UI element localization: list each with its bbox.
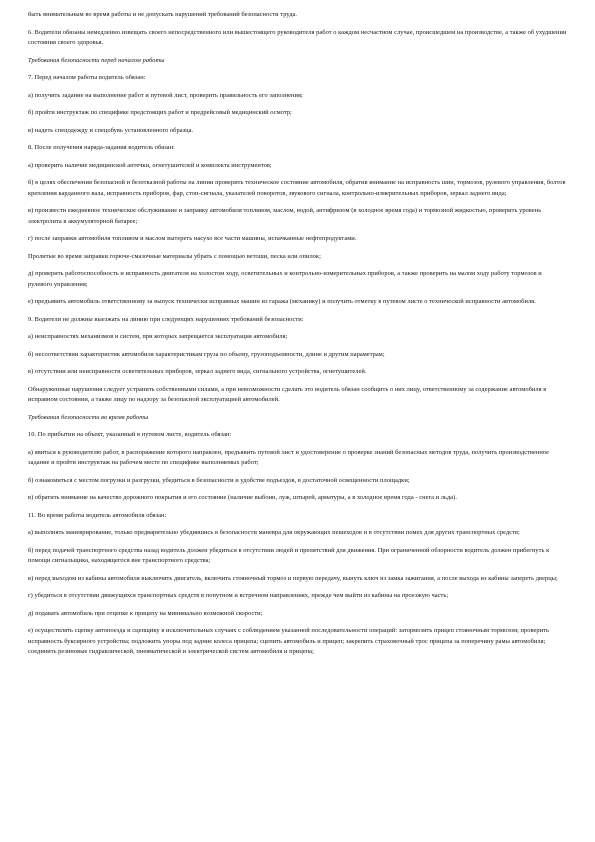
paragraph-11f: е) осуществлять сцепку автопоезда и сцепщику в исключительных случаях с соблюдением указанной последовательности операций: затормозить прицеп стояночным тормозом; проверить исправность буксирного устройства; подложить упоры под задние колеса прицепа; сцепить автомобиль и прицеп; закрепить страховочный трос прицепа за поперечину рамы автомобиля; соединить резиновые гидравлической, пневматической и электрической систем автомобиля и прицепа; <box>28 627 549 655</box>
paragraph-8d: г) после заправки автомобиля топливом и маслом вытереть насухо все части машины, испачканные нефтепродуктами. <box>28 235 357 242</box>
paragraph-10a: а) явиться к руководителю работ, в распоряжение которого направлен, предъявить путевой лист и удостоверение о проверке знаний безопасных методов труда, получить производственное задание и пройти инструктаж на рабочем месте по специфике выполняемых работ; <box>28 448 550 466</box>
paragraph-10b: б) ознакомиться с местом погрузки и разгрузки, убедиться в безопасности и удобстве подъездов, в достаточной освещенности площадки; <box>28 476 410 484</box>
paragraph-9a: а) неисправностях механизмов и систем, при которых запрещается эксплуатация автомобиля; <box>28 333 288 340</box>
paragraph-8: 8. После получения наряда-задания водитель обязан: <box>28 144 175 151</box>
paragraph-11a: а) выполнять маневрирование, только предварительно убедившись в безопасности маневра для окружающих пешеходов и в отсутствии помех для других транспортных средств; <box>28 529 520 536</box>
paragraph-8c: в) произвести ежедневное техническое обслуживание и заправку автомобиля топливом, маслом, водой, антифризом (в холодное время года) и тормозной жидкостью, проверить уровень электролита в аккумуляторной батарее; <box>28 207 542 225</box>
paragraph-9: 9. Водители не должны выезжать на линию при следующих нарушениях требований безопасности: <box>28 315 304 323</box>
paragraph-7a: а) получить задание на выполнение работ и путевой лист, проверить правильность его заполнения; <box>28 91 303 99</box>
paragraph-11b: б) перед подачей транспортного средства назад водитель должен убедиться в отсутствии людей и препятствий для движения. При ограниченной обзорности водитель должен прибегнуть к помощи сигнальщика, находящегося вне транспортного средства; <box>28 546 550 564</box>
paragraph-8-spills: Пролитые во время заправки горюче-смазочные материалы убрать с помощью ветоши, песка или опилок; <box>28 252 321 260</box>
section-heading-before-work: Требования безопасности перед началом работы <box>28 56 165 64</box>
paragraph-8a: а) проверить наличие медицинской аптечки, огнетушителей и комплекта инструментов; <box>28 161 272 169</box>
paragraph-8e: д) проверить работоспособность и исправность двигателя на холостом ходу, осветительных и контрольно-измерительных приборов, а также проверить на малом ходу работу тормозов и рулевого управления; <box>28 270 542 288</box>
paragraph-9c: в) отсутствии или неисправности осветительных приборов, зеркал заднего вида, сигнального устройства, огнетушителей. <box>28 368 367 375</box>
paragraph-7b: б) пройти инструктаж по специфике предстоящих работ и предрейсовый медицинский осмотр; <box>28 109 292 116</box>
paragraph-6: 6. Водители обязаны немедленно извещать своего непосредственного или вышестоящего руководителя работ о каждом несчастном случае, происшедшем на производстве, а также об ухудшении состояния своего здоровья. <box>28 28 567 46</box>
paragraph-10: 10. По прибытии на объект, указанный в путевом листе, водитель обязан: <box>28 431 232 438</box>
paragraph-8b: б) в целях обеспечения безопасной и безотказной работы на линии проверить техническое состояние автомобиля, обратив внимание на исправность шин, тормозов, рулевого управления, болтов крепления карданного вала, исправность приборов, фар, стоп-сигнала, указателей поворотов, звукового сигнала, контрольно-измерительных приборов, зеркал заднего вида; <box>28 179 566 197</box>
section-heading-during-work: Требования безопасности во время работы <box>28 413 149 421</box>
paragraph-7c: в) надеть спецодежду и спецобувь установленного образца. <box>28 126 194 134</box>
paragraph-8f: е) предъявить автомобиль ответственному за выпуск технически исправных машин из гаража (механику) и получить отметку в путевом листе о технической исправности автомобиля. <box>28 298 536 305</box>
paragraph-11d: г) убедиться в отсутствии движущихся транспортных средств в попутном и встречном направлениях, прежде чем выйти из кабины на проезжую часть; <box>28 592 449 599</box>
paragraph-9-violations: Обнаруженные нарушения следует устранить собственными силами, а при невозможности сделать это водитель обязан сообщить о них лицу, ответственному за содержание автомобиля в исправном состоянии, а также лицу по надзору за безопасной эксплуатацией автомобилей. <box>28 385 547 403</box>
paragraph-9b: б) несоответствии характеристик автомобиля характеристикам груза по объему, грузоподъемности, длине и другим параметрам; <box>28 350 385 358</box>
paragraph-11c: в) перед выходом из кабины автомобиля выключить двигатель, включить стояночный тормоз и первую передачу, вынуть ключ из замка зажигания, а после выхода из кабины запереть дверцы; <box>28 574 558 582</box>
paragraph-7: 7. Перед началом работы водитель обязан: <box>28 74 146 81</box>
paragraph-10c: в) обратить внимание на качество дорожного покрытия и его состояние (наличие выбоин, луж, штырей, арматуры, а в холодное время года - снега и льда). <box>28 494 458 501</box>
paragraph-11: 11. Во время работы водитель автомобиля обязан: <box>28 511 167 519</box>
paragraph-11e: д) подавать автомобиль при отцепке к прицепу на минимально возможной скорости; <box>28 609 263 617</box>
paragraph-intro: быть внимательным во время работы и не допускать нарушений требований безопасности труда. <box>28 11 298 18</box>
